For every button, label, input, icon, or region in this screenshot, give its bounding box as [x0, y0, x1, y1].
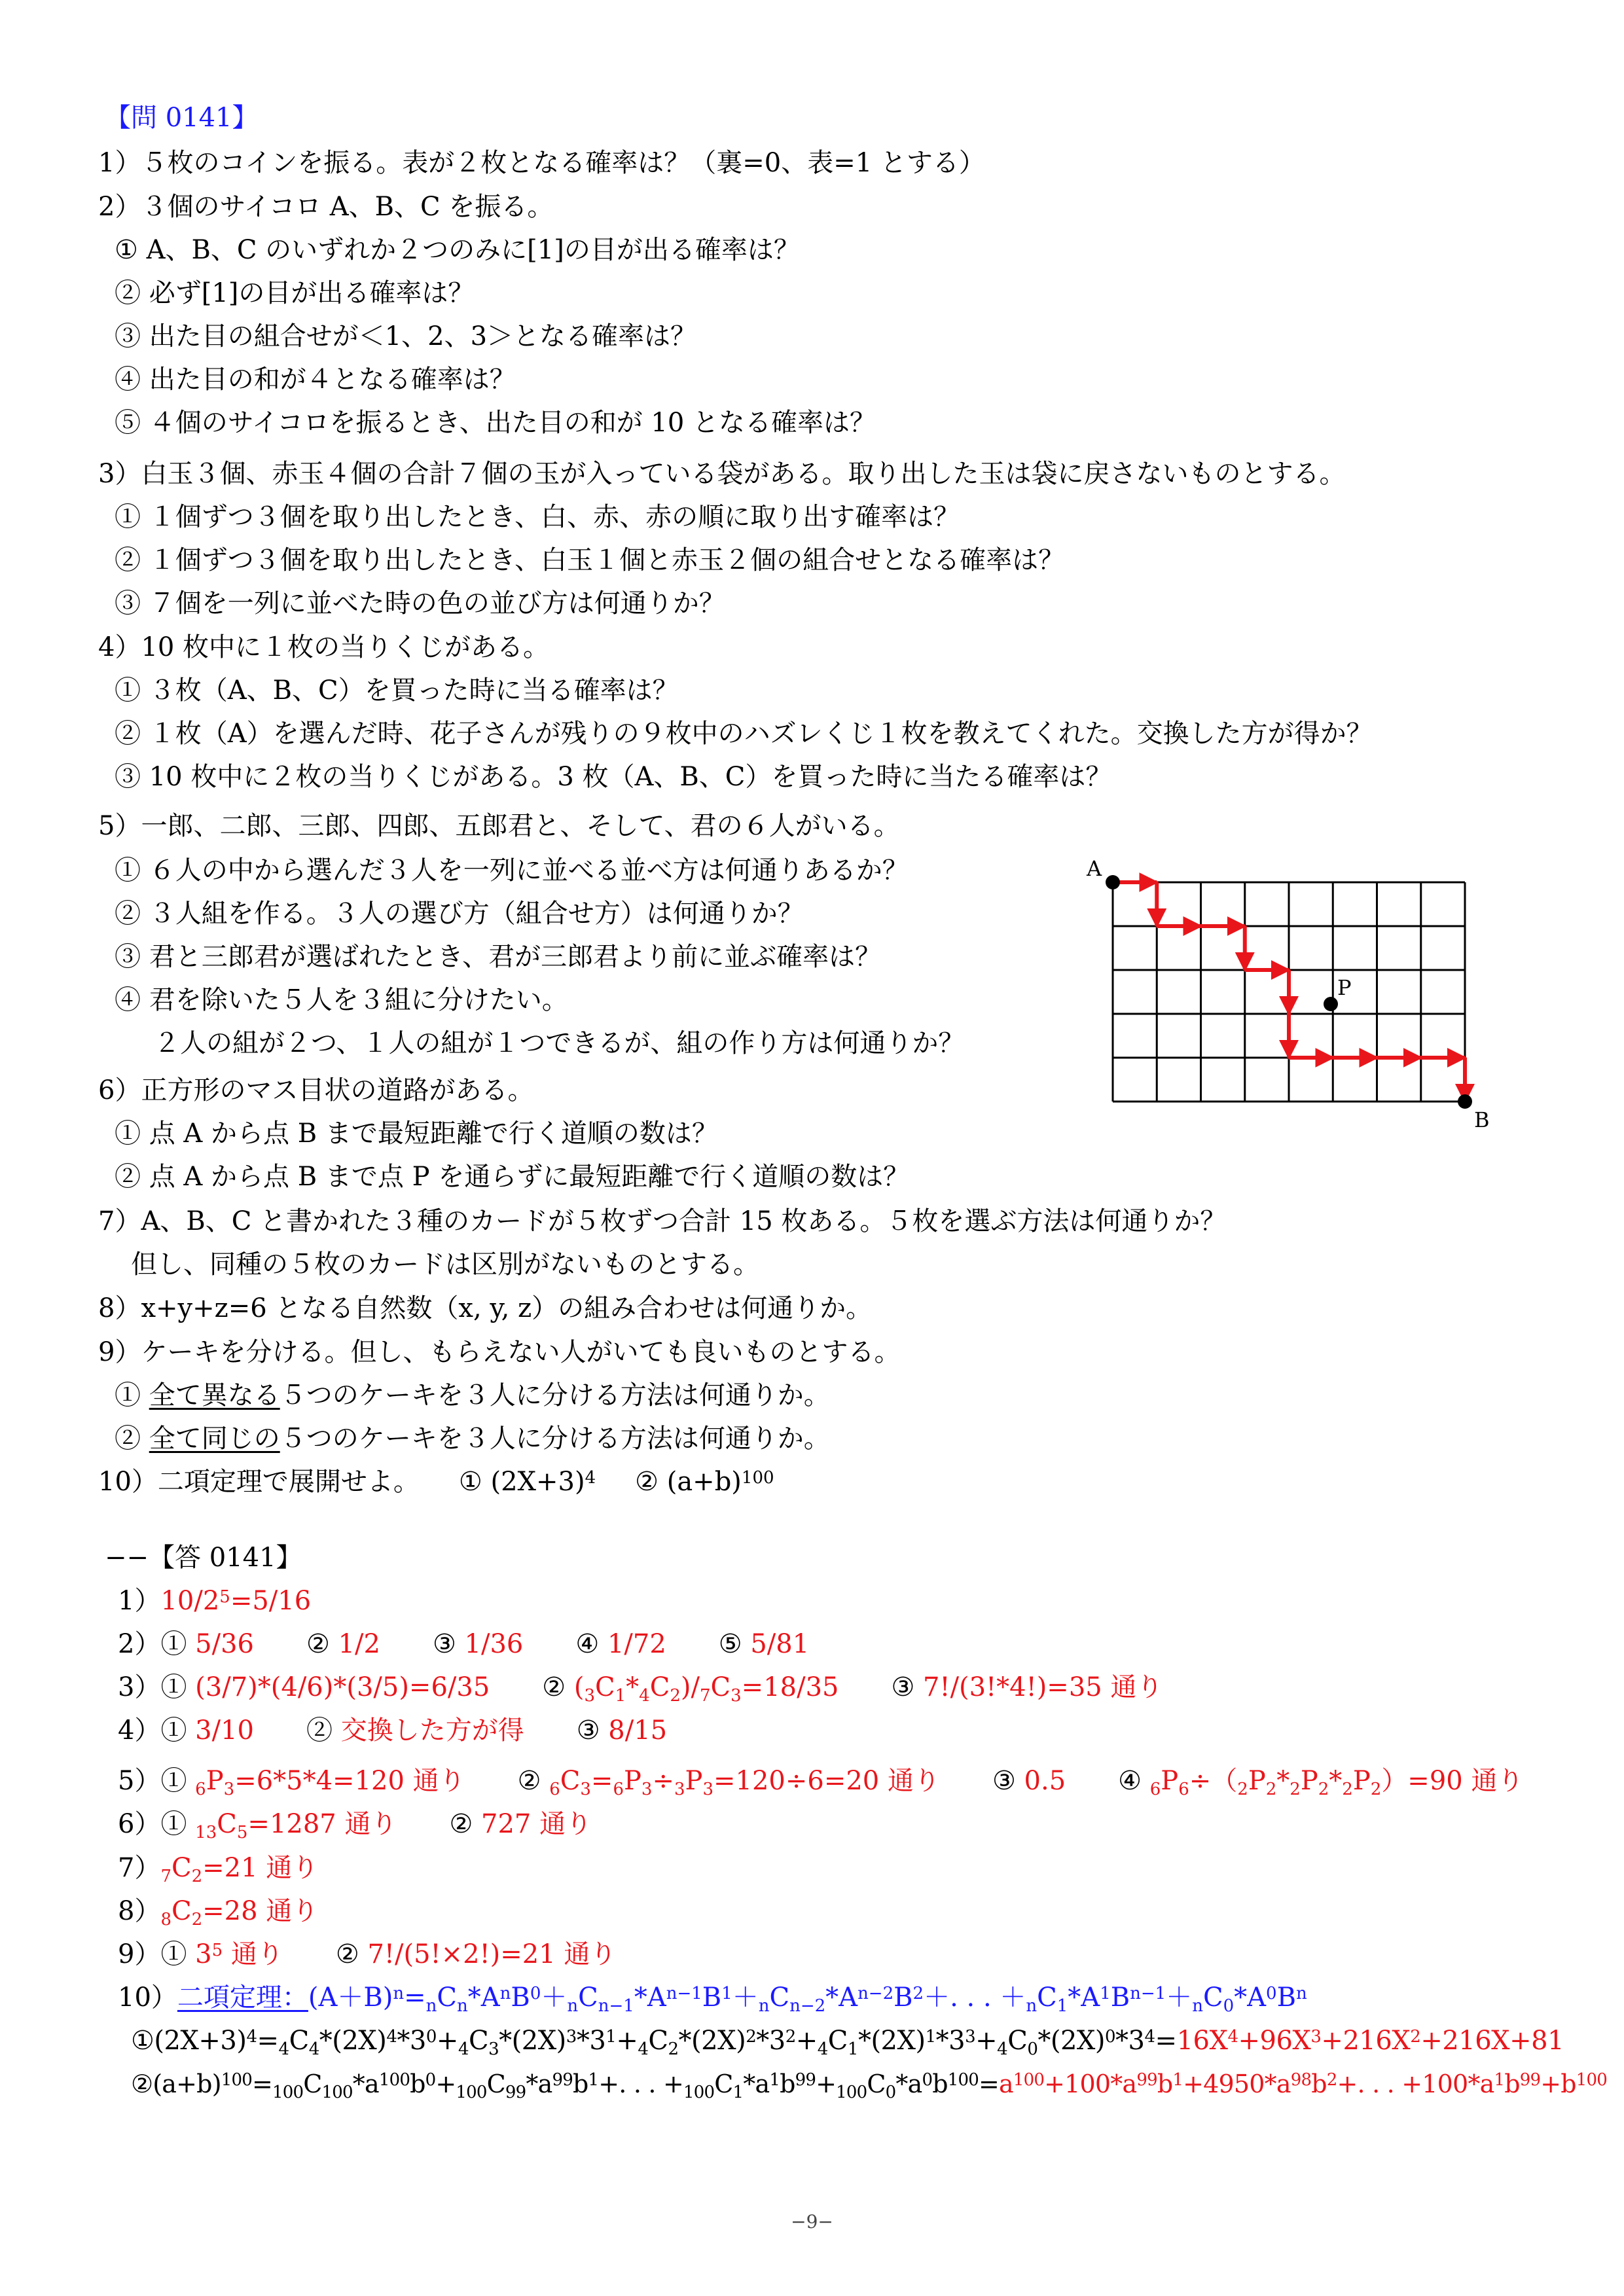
answer-1-exponent: 5 [219, 1587, 230, 1607]
answer-10-expansion-1-lhs: ①(2X+3) [131, 2026, 247, 2056]
answer-2-label: 2） [118, 1629, 161, 1659]
answer-5-value-4: $_6P_6\div(_2P_2*_2P_2*_2P_2)=90$ 通り [1149, 1766, 1524, 1799]
answer-8-label: 8） [118, 1896, 161, 1926]
answer-4-num-2: ② [306, 1715, 333, 1746]
question-5-item: ① ６人の中から選んだ３人を一列に並べる並べ方は何通りあるか？ [115, 855, 909, 886]
question-2-intro: 2）３個のサイコロ A、B、C を振る。 [98, 192, 554, 222]
point-p-marker [1324, 997, 1338, 1011]
question-10-expr-2: (a+b) [666, 1467, 742, 1497]
answer-1 [118, 1585, 311, 1617]
question-9-intro: 9）ケーキを分ける。但し、もらえない人がいても良いものとする。 [98, 1337, 901, 1367]
answer-5-value-2: $_6C_3=_6P_3\div_3P_3=120\div 6=20$ 通り [549, 1766, 940, 1799]
question-9-item-1 [115, 1380, 830, 1411]
answer-5-num-1: ① [160, 1766, 187, 1796]
answer-5-label: 5） [118, 1766, 161, 1796]
answer-5-num-3: ③ [992, 1766, 1016, 1796]
question-9-item-1-number: ① [115, 1380, 141, 1410]
answer-7 [118, 1852, 318, 1887]
page-number: −9− [791, 2211, 833, 2233]
grid-road-diagram [1074, 844, 1492, 1132]
question-10-label: 10）二項定理で展開せよ。 [98, 1467, 420, 1497]
question-10-expr-1-exponent: 4 [585, 1468, 596, 1488]
answer-8 [118, 1895, 318, 1930]
point-a-label: A [1087, 856, 1102, 881]
answer-4-value-1: 3/10 [195, 1715, 254, 1746]
answer-3-value-2: $(_3C_1*_4C_2)/_7C_3=18/35$ [573, 1672, 839, 1706]
point-a-marker [1106, 875, 1120, 889]
answer-2-value-4: 1/72 [607, 1629, 666, 1659]
question-10-expr-2-number: ② [635, 1467, 659, 1497]
answer-3-value-3: 7!/(3!*4!)=35 通り [923, 1672, 1163, 1702]
question-8: 8）x+y+z=6 となる自然数（x, y, z）の組み合わせは何通りか。 [98, 1293, 873, 1323]
answer-10-theorem [118, 1982, 1307, 2017]
answer-2-value-5: 5/81 [750, 1629, 810, 1659]
answer-3-num-3: ③ [891, 1672, 915, 1702]
question-4-item: ① ３枚（A、B、C）を買った時に当る確率は？ [115, 675, 679, 706]
answer-3-value-1: (3/7)*(4/6)*(3/5)=6/35 [195, 1672, 490, 1702]
question-10-expr-1: (2X+3) [490, 1467, 585, 1497]
answer-10-expansion-2: $②(a+b)^{100}=_{100}C_{100}*a^{100}b^0+_{100}C_{99}*a^{99}b^1+$. . . $+_{100}C_1*a^1b^{99}+_{100}C_0*a^0b^{100}=a^{100}+100*a^{99}b^1+4950*a^{98}b^2+$. . . $+100*a^1b^{99}+b^{100}$ [131, 2070, 1608, 2102]
answer-2-num-4: ④ [575, 1629, 607, 1659]
answer-10-label: 10） [118, 1982, 177, 2013]
question-3-item: ① １個ずつ３個を取り出したとき、白、赤、赤の順に取り出す確率は？ [115, 502, 960, 532]
question-6-intro: 6）正方形のマス目状の道路がある。 [98, 1075, 534, 1105]
answer-7-value: $_7C_2=21$ 通り [160, 1853, 319, 1886]
point-b-label: B [1474, 1107, 1490, 1132]
question-1: 1）５枚のコインを振る。表が２枚となる確率は？（裏=0、表=1 とする） [98, 148, 985, 178]
answer-5 [118, 1765, 1523, 1800]
question-5-item: ② ３人組を作る。３人の選び方（組合せ方）は何通りか？ [115, 899, 804, 929]
answer-6-label: 6） [118, 1809, 161, 1839]
answer-2-value-3: 1/36 [464, 1629, 524, 1659]
answer-4-num-3: ③ [576, 1715, 600, 1746]
answer-2-value-2: 1/2 [338, 1629, 380, 1659]
question-2-item: ⑤ ４個のサイコロを振るとき、出た目の和が 10 となる確率は？ [115, 408, 876, 438]
answer-10-expansion-2-result: $a^{100}+100*a^{99}b^1+4950*a^{98}b^2+$. . . $+100*a^1b^{99}+b^{100}$ [999, 2070, 1608, 2098]
answer-4-value-2: 交換した方が得 [340, 1715, 524, 1746]
answer-header: −−【答 0141】 [105, 1543, 302, 1573]
answer-9-value-2: 7!/(5!×2!)=21 通り [367, 1939, 617, 1969]
question-9-item-2 [115, 1423, 830, 1454]
answer-9 [118, 1939, 616, 1970]
answer-10-expansion-1: $①(2X+3)^4=_4C_4*(2X)^4*3^0+_4C_3*(2X)^3*3^1+_4C_2*(2X)^2*3^2+_4C_1*(2X)^1*3^3+_4C_0*(2X)^0*3^4=16X^4+96X^3+216X^2+216X+81$ [131, 2026, 1564, 2059]
answer-2-num-5: ⑤ [718, 1629, 751, 1659]
question-6-item: ② 点 A から点 B まで点 P を通らずに最短距離で行く道順の数は？ [115, 1162, 910, 1192]
question-9-item-1-text: ５つのケーキを３人に分ける方法は何通りか。 [280, 1380, 830, 1410]
answer-9-label: 9） [118, 1939, 161, 1969]
answer-10-title: 二項定理： [177, 1982, 308, 2013]
answer-5-num-2: ② [517, 1766, 541, 1796]
answer-4-num-1: ① [160, 1715, 187, 1746]
question-2-item: ① A、B、C のいずれか２つのみに[1]の目が出る確率は？ [115, 235, 800, 265]
question-7-line2: 但し、同種の５枚のカードは区別がないものとする。 [131, 1249, 759, 1280]
question-9-item-2-number: ② [115, 1424, 141, 1454]
question-4-item: ③ 10 枚中に２枚の当りくじがある。3 枚（A、B、C）を買った時に当たる確率は？ [115, 762, 1112, 792]
answer-6-num-2: ② [449, 1809, 473, 1839]
binomial-theorem-formula: $(A+B)^n=_nC_n*A^nB^0+_nC_{n-1}*A^{n-1}B^1+_nC_{n-2}*A^{n-2}B^2+$. . . $+_nC_1*A^1B^{n-1}+_nC_0*A^0B^n$ [308, 1982, 1307, 2016]
question-3-intro: 3）白玉３個、赤玉４個の合計７個の玉が入っている袋がある。取り出した玉は袋に戻さないものとする。 [98, 459, 1346, 489]
question-header: 【問 0141】 [105, 103, 259, 133]
answer-1-value: 10/2 [160, 1586, 220, 1616]
answer-1-label: 1） [118, 1586, 161, 1616]
question-5-intro: 5）一郎、二郎、三郎、四郎、五郎君と、そして、君の６人がいる。 [98, 811, 900, 841]
answer-3 [118, 1672, 1163, 1706]
question-9-item-2-text: ５つのケーキを３人に分ける方法は何通りか。 [280, 1424, 830, 1454]
answer-5-value-3: 0.5 [1024, 1766, 1066, 1796]
answer-9-num-1: ① [160, 1939, 187, 1969]
question-5-item: ④ 君を除いた５人を３組に分けたい。 [115, 985, 568, 1015]
answer-9-value-1: $3^5$ 通り [195, 1939, 283, 1969]
answer-2-num-3: ③ [432, 1629, 465, 1659]
answer-2 [118, 1628, 809, 1660]
answer-9-num-2: ② [335, 1939, 359, 1969]
answer-6-value-1: $_{13}C_5=1287$ 通り [195, 1809, 397, 1842]
answer-2-num-2: ② [306, 1629, 338, 1659]
answer-5-value-1: $_6P_3=6*5*4=120$ 通り [195, 1766, 465, 1799]
answer-7-label: 7） [118, 1853, 161, 1883]
answer-10-expansion-2-lhs: ②(a+b) [131, 2070, 221, 2098]
question-5-item: ③ 君と三郎君が選ばれたとき、君が三郎君より前に並ぶ確率は？ [115, 942, 882, 972]
question-4-item: ② １枚（A）を選んだ時、花子さんが残りの９枚中のハズレくじ１枚を教えてくれた。交換した方が得か？ [115, 719, 1373, 749]
answer-6 [118, 1808, 592, 1843]
question-5-item: ２人の組が２つ、１人の組が１つできるが、組の作り方は何通りか？ [154, 1028, 965, 1058]
answer-10-expansion-1-result: $16X^4+96X^3+216X^2+216X+81$ [1176, 2026, 1564, 2056]
answer-5-num-4: ④ [1118, 1766, 1142, 1796]
answer-2-num-1: ① [160, 1629, 196, 1659]
answer-8-value: $_8C_2=28$ 通り [160, 1896, 319, 1929]
answer-6-num-1: ① [160, 1809, 187, 1839]
question-9-item-2-underlined: 全て同じの [149, 1424, 280, 1454]
question-7-line1: 7）A、B、C と書かれた３種のカードが５枚ずつ合計 15 枚ある。５枚を選ぶ方法は何通りか？ [98, 1206, 1227, 1236]
answer-4 [118, 1715, 667, 1746]
question-6-item: ① 点 A から点 B まで最短距離で行く道順の数は？ [115, 1119, 718, 1149]
question-2-item: ③ 出た目の組合せが＜1、2、3＞となる確率は？ [115, 321, 697, 351]
answer-3-num-2: ② [542, 1672, 566, 1702]
answer-6-value-2: 727 通り [481, 1809, 592, 1839]
question-10 [98, 1466, 774, 1498]
question-3-item: ② １個ずつ３個を取り出したとき、白玉１個と赤玉２個の組合せとなる確率は？ [115, 545, 1065, 575]
answer-3-label: 3） [118, 1672, 161, 1702]
answer-4-label: 4） [118, 1715, 161, 1746]
point-p-label: P [1337, 975, 1352, 1000]
question-10-expr-2-exponent: 100 [741, 1468, 774, 1488]
question-10-expr-1-number: ① [458, 1467, 482, 1497]
question-3-item: ③ ７個を一列に並べた時の色の並び方は何通りか？ [115, 588, 725, 619]
answer-1-result: =5/16 [230, 1586, 312, 1616]
question-4-intro: 4）10 枚中に１枚の当りくじがある。 [98, 632, 550, 662]
answer-4-value-3: 8/15 [608, 1715, 668, 1746]
question-2-item: ④ 出た目の和が４となる確率は？ [115, 365, 516, 395]
question-9-item-1-underlined: 全て異なる [149, 1380, 280, 1410]
question-2-item: ② 必ず[1]の目が出る確率は？ [115, 278, 475, 308]
point-b-marker [1458, 1094, 1472, 1109]
answer-2-value-1: 5/36 [195, 1629, 254, 1659]
answer-3-num-1: ① [160, 1672, 187, 1702]
